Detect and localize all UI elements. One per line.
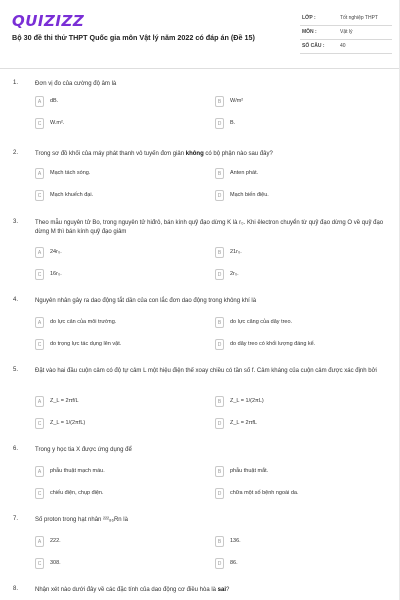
question-text-part: Nhận xét nào dưới đây về các đặc tính của dao động cơ điều hòa là [35, 587, 218, 593]
question-text: Số proton trong hạt nhân ²²²₈₆Rn là [35, 517, 128, 523]
option-text: Mạch biến điệu. [230, 192, 269, 198]
option-text: Z_L = 2πfL [230, 420, 257, 426]
option-letter: A [35, 396, 44, 407]
option-text: Z_L = 1/(2πfL) [50, 420, 86, 426]
meta-label: SỐ CÂU : [302, 43, 325, 49]
option-text: W.m². [50, 120, 65, 126]
option-c[interactable] [35, 488, 205, 502]
option-d[interactable] [215, 488, 385, 502]
question-number: 2. [13, 150, 19, 156]
option-b[interactable] [215, 536, 385, 550]
option-letter: B [215, 317, 224, 328]
option-text: W/m² [230, 98, 244, 104]
option-letter: C [35, 558, 44, 569]
meta-row-question-count [300, 40, 392, 54]
meta-label: LỚP : [302, 15, 316, 21]
meta-panel [300, 12, 392, 54]
question-text: Trong y học tia X được ứng dụng để [35, 447, 132, 453]
option-c[interactable] [35, 118, 205, 132]
option-b[interactable] [215, 317, 385, 331]
option-b[interactable] [215, 466, 385, 480]
option-letter: A [35, 466, 44, 477]
document-title: Bộ 30 đề thi thử THPT Quốc gia môn Vật lý năm 2022 có đáp án (Đề 15) [12, 33, 255, 42]
option-letter: C [35, 339, 44, 350]
option-letter: A [35, 96, 44, 107]
meta-row-grade [300, 12, 392, 26]
option-letter: C [35, 488, 44, 499]
option-letter: B [215, 396, 224, 407]
quizizz-logo: QUIZIZZ [12, 12, 85, 30]
option-a[interactable] [35, 536, 205, 550]
option-letter: D [215, 190, 224, 201]
option-c[interactable] [35, 269, 205, 283]
option-text: phẫu thuật mạch máu. [50, 468, 105, 474]
option-d[interactable] [215, 418, 385, 432]
option-text: 2r₀. [230, 271, 239, 277]
question-number: 7. [13, 516, 19, 522]
meta-value: Vật lý [340, 29, 353, 35]
question-text-part: ? [226, 587, 230, 593]
option-text: 222. [50, 538, 61, 544]
option-a[interactable] [35, 247, 205, 261]
option-text: 21r₀. [230, 249, 242, 255]
option-letter: D [215, 558, 224, 569]
option-text: 136. [230, 538, 241, 544]
option-c[interactable] [35, 190, 205, 204]
question-text: Đơn vị đo của cường độ âm là [35, 81, 117, 87]
option-letter: D [215, 488, 224, 499]
question-text [35, 150, 385, 159]
option-letter: C [35, 118, 44, 129]
option-text: chiếu điện, chụp điện. [50, 490, 104, 496]
option-text: dB. [50, 98, 59, 104]
option-c[interactable] [35, 418, 205, 432]
meta-value: 40 [340, 43, 346, 49]
option-d[interactable] [215, 269, 385, 283]
option-letter: D [215, 269, 224, 280]
option-text: do lực cản của môi trường. [50, 319, 117, 325]
option-text: do lực căng của dây treo. [230, 319, 293, 325]
option-a[interactable] [35, 396, 205, 410]
option-text: do trọng lực tác dụng lên vật. [50, 341, 122, 347]
option-letter: A [35, 317, 44, 328]
question-emphasis: sai [217, 587, 227, 593]
option-a[interactable] [35, 96, 205, 110]
option-text: 24r₀. [50, 249, 62, 255]
option-letter: B [215, 168, 224, 179]
option-text: 308. [50, 560, 61, 566]
option-b[interactable] [215, 96, 385, 110]
option-text: B. [230, 120, 236, 126]
option-text: Z_L = 1/(2πL) [230, 398, 264, 404]
question-text-part: Trong sơ đồ khối của máy phát thanh vô tuyến đơn giản [35, 151, 186, 157]
option-d[interactable] [215, 558, 385, 572]
option-a[interactable] [35, 317, 205, 331]
option-letter: D [215, 418, 224, 429]
option-d[interactable] [215, 339, 385, 353]
question-number: 6. [13, 446, 19, 452]
option-c[interactable] [35, 339, 205, 353]
option-d[interactable] [215, 190, 385, 204]
question-number: 1. [13, 80, 19, 86]
option-text: chữa một số bệnh ngoài da. [230, 490, 299, 496]
option-text: 16r₀. [50, 271, 62, 277]
option-letter: B [215, 466, 224, 477]
option-d[interactable] [215, 118, 385, 132]
option-text: Mạch tách sóng. [50, 170, 91, 176]
option-letter: B [215, 96, 224, 107]
question-text: Đặt vào hai đầu cuộn cảm có độ tự cảm L một hiệu điện thế xoay chiều có tần số f. Cảm kháng của cuộn cảm được xác định bởi [35, 368, 377, 374]
question-number: 3. [13, 219, 19, 225]
option-a[interactable] [35, 168, 205, 182]
option-c[interactable] [35, 558, 205, 572]
option-letter: C [35, 418, 44, 429]
option-a[interactable] [35, 466, 205, 480]
question-number: 8. [13, 586, 19, 592]
question-number: 4. [13, 297, 19, 303]
option-text: Z_L = 2πf/L [50, 398, 79, 404]
option-letter: D [215, 118, 224, 129]
option-text: phẫu thuật mắt. [230, 468, 269, 474]
option-text: Anten phát. [230, 170, 259, 176]
meta-label: MÔN : [302, 29, 317, 35]
meta-row-subject [300, 26, 392, 40]
option-text: do dây treo có khối lượng đáng kể. [230, 341, 316, 347]
question-text [35, 586, 385, 595]
meta-value: Tốt nghiệp THPT [340, 15, 378, 21]
option-letter: A [35, 536, 44, 547]
question-text-part: có bộ phận nào sau đây? [203, 151, 273, 157]
option-letter: A [35, 247, 44, 258]
option-b[interactable] [215, 247, 385, 261]
option-letter: C [35, 190, 44, 201]
option-text: Mạch khuếch đại. [50, 192, 94, 198]
option-letter: C [35, 269, 44, 280]
question-number: 5. [13, 367, 19, 373]
header-divider [0, 68, 400, 69]
option-letter: A [35, 168, 44, 179]
option-b[interactable] [215, 396, 385, 410]
option-text: 86. [230, 560, 238, 566]
option-letter: B [215, 247, 224, 258]
option-b[interactable] [215, 168, 385, 182]
option-letter: D [215, 339, 224, 350]
question-text: Theo mẫu nguyên tử Bo, trong nguyên tử hiđrô, bán kính quỹ đạo dừng K là r₀. Khi êlectron chuyển từ quỹ đạo dừng O về quỹ đạo dừng M thì bán kính quỹ đạo giảm [35, 220, 384, 235]
question-emphasis: không [185, 151, 204, 157]
option-letter: B [215, 536, 224, 547]
question-text: Nguyên nhân gây ra dao động tắt dần của con lắc đơn dao động trong không khí là [35, 298, 257, 304]
